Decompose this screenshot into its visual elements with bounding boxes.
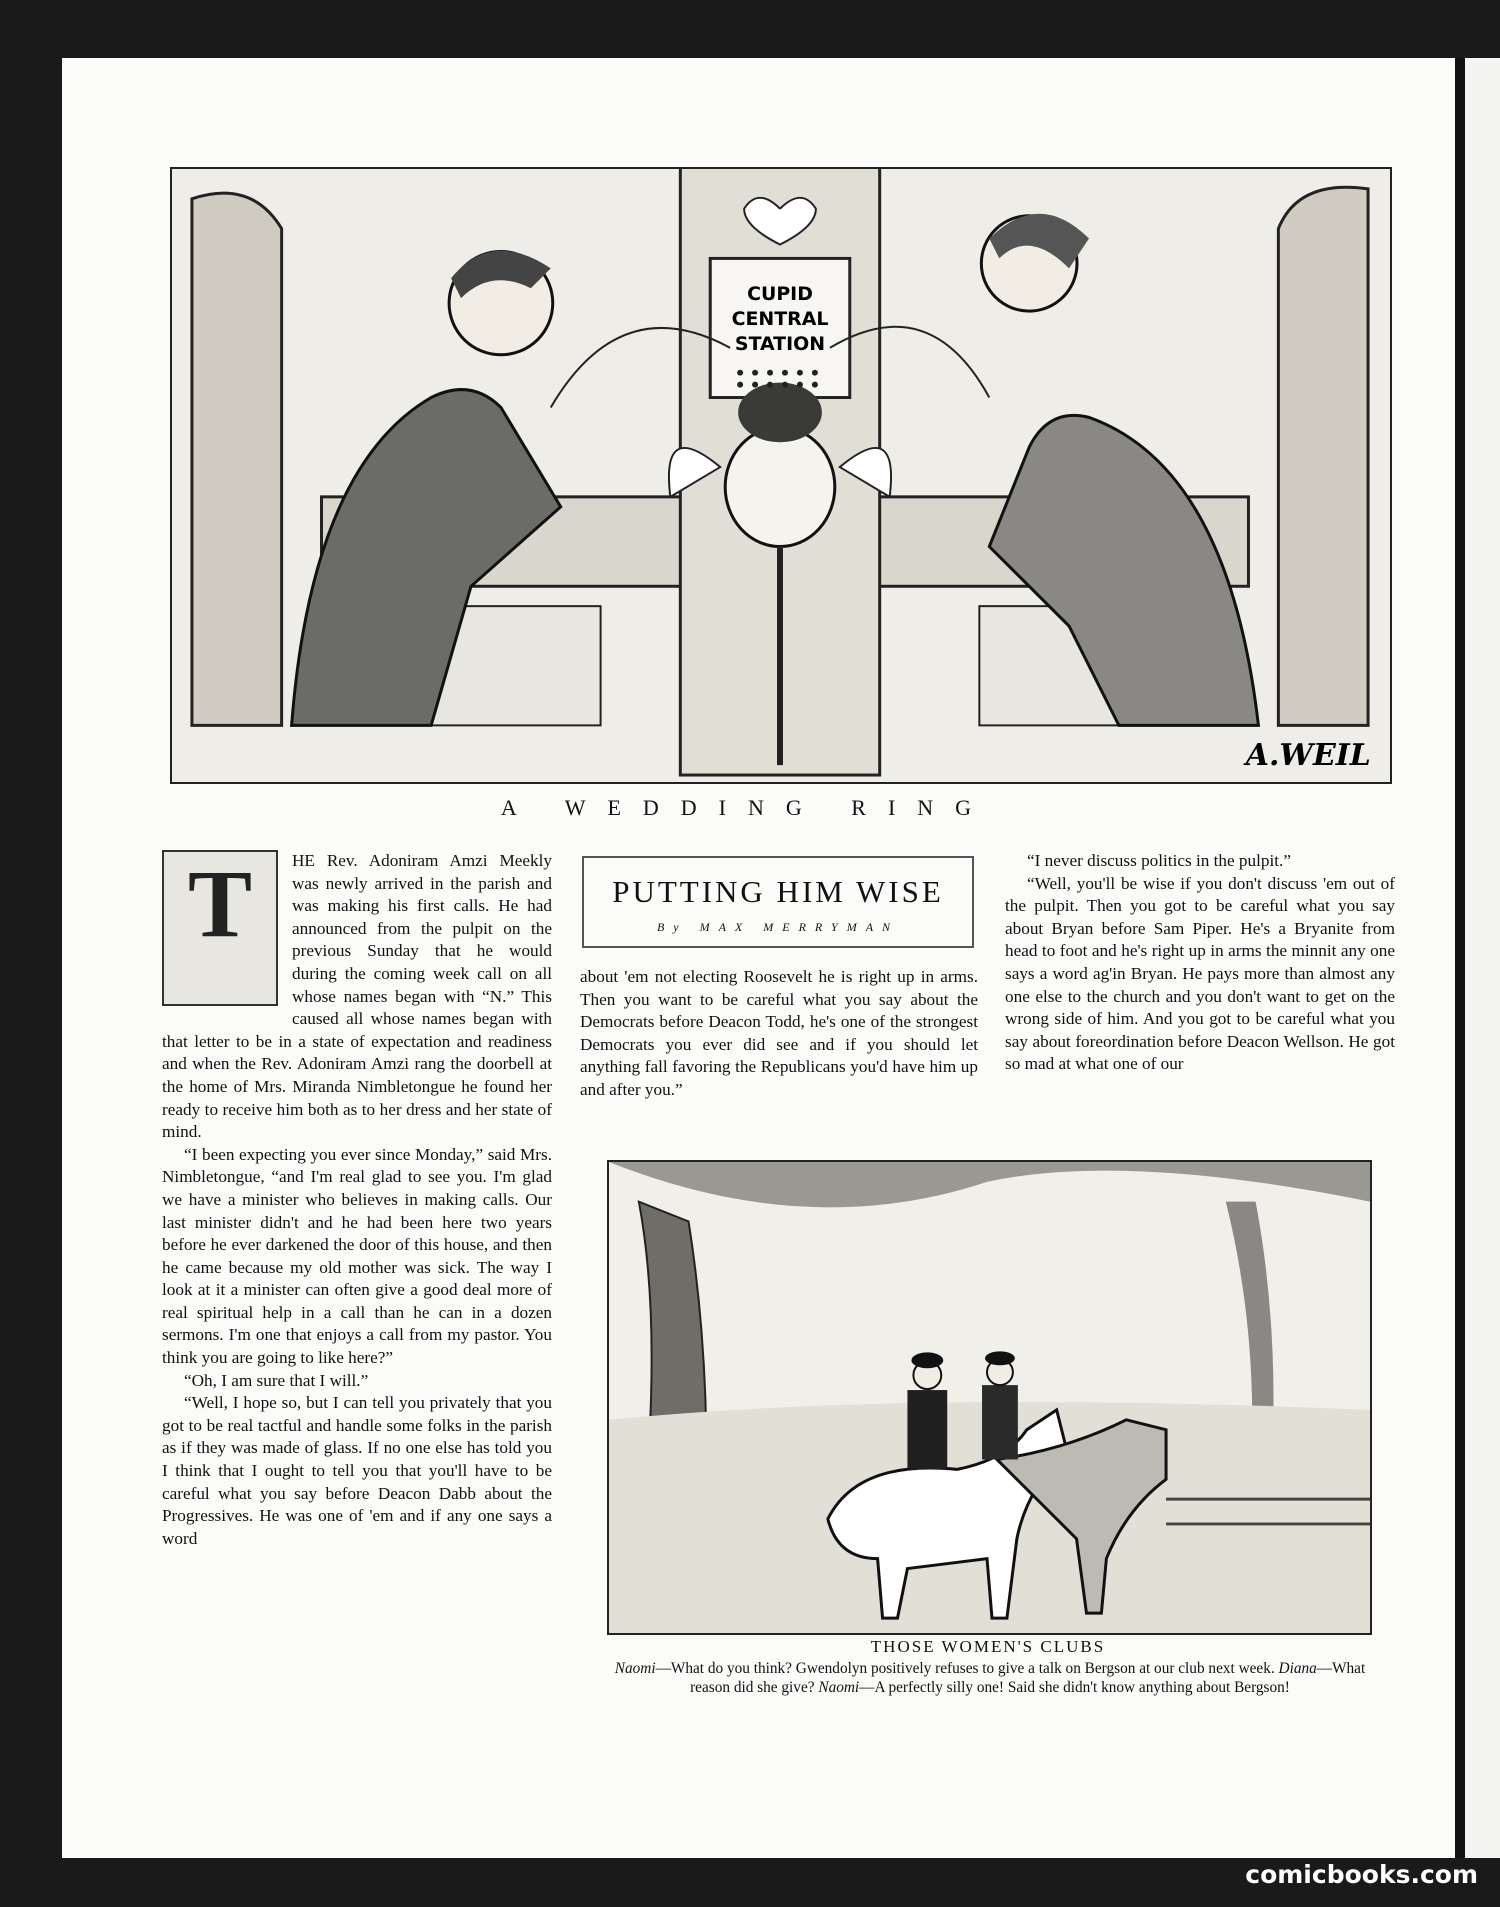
article-title: PUTTING HIM WISE [612, 874, 944, 909]
sign-line-1: CUPID [747, 283, 813, 306]
womens-clubs-illustration [607, 1160, 1372, 1635]
article-byline: By MAX MERRYMAN [656, 920, 900, 934]
site-watermark: comicbooks.com [1245, 1860, 1478, 1889]
col1-paragraph-3: “Oh, I am sure that I will.” [184, 1370, 369, 1390]
drop-cap-letter: T [187, 850, 253, 957]
top-illustration-caption: A WEDDING RING [500, 795, 994, 820]
article-column-2 [580, 966, 978, 1102]
sign-line-3: STATION [734, 332, 826, 355]
artist-signature: A.WEIL [1245, 738, 1371, 774]
col2-paragraph-1: about 'em not electing Roosevelt he is right up in arms. Then you want to be careful what you say about the Democrats before Deacon Todd, he's one of the strongest Democrats you ever did see and if you should let anything fall favoring the Republicans you'd have him up and after you.” [580, 967, 978, 1099]
article-column-3 [1005, 850, 1395, 1076]
facing-page-edge [1455, 58, 1500, 1858]
article-column-1 [162, 850, 552, 1550]
dialogue-line-3: —A perfectly silly one! Said she didn't know anything about Bergson! [859, 1679, 1290, 1696]
speaker-naomi-2: Naomi [818, 1679, 860, 1696]
dialogue-line-1: —What do you think? Gwendolyn positively refuses to give a talk on Bergson at our club next week. [655, 1660, 1275, 1677]
col1-paragraph-1: HE Rev. Adoniram Amzi Meekly was newly arrived in the parish and was making his first calls. He had announced from the pulpit on the previous Sunday that he would during the coming week call on all whose names began with “N.” This caused all whose names began with that letter to be in a state of expectation and readiness and when the Rev. Adoniram Amzi rang the doorbell at the home of Mrs. Miranda Nimbletongue he found her ready to receive him both as to her dress and her state of mind. [162, 851, 552, 1142]
speaker-diana: Diana [1278, 1660, 1317, 1677]
article-title-box [582, 856, 974, 948]
cartoon-dialogue [608, 1659, 1372, 1697]
speaker-naomi-1: Naomi [614, 1660, 656, 1677]
drop-cap-initial [162, 850, 278, 1006]
wedding-ring-illustration [170, 167, 1392, 784]
col3-paragraph-2: “Well, you'll be wise if you don't discuss 'em out of the pulpit. Then you got to be careful what you say about Bryan before Sam Piper. He's a Bryanite from head to foot and he's right up in arms the minnit any one says a word ag'in Bryan. He pays more than almost any one else to the church and you don't want to get on the wrong side of him. And you got to be careful what you say about foreordination before Deacon Wellson. He got so mad at what one of our [1005, 873, 1395, 1074]
bottom-illustration-caption: THOSE WOMEN'S CLUBS [870, 1637, 1106, 1656]
col3-paragraph-1: “I never discuss politics in the pulpit.” [1027, 851, 1291, 870]
col1-paragraph-2: “I been expecting you ever since Monday,” said Mrs. Nimbletongue, “and I'm real glad to see you. I'm glad we have a minister who believes in making calls. Our last minister didn't and he had been here two years before he ever darkened the door of this house, and then he came because my old mother was sick. The way I look at it a minister can often give a good deal more of real spiritual help in a call than he can in a dozen sermons. I'm one that enjoys a call from my pastor. You think you are going to like here?” [162, 1144, 552, 1368]
dialogue-line-2: —What reason did she give? [690, 1660, 1366, 1696]
sign-line-2: CENTRAL [731, 308, 829, 330]
col1-paragraph-4: “Well, I hope so, but I can tell you privately that you got to be real tactful and handle some folks in the parish as if they was made of glass. If no one else has told you I think that I ought to tell you that you'll have to be careful what you say before Deacon Dabb about the Progressives. He was one of 'em and if any one says a word [162, 1393, 552, 1548]
